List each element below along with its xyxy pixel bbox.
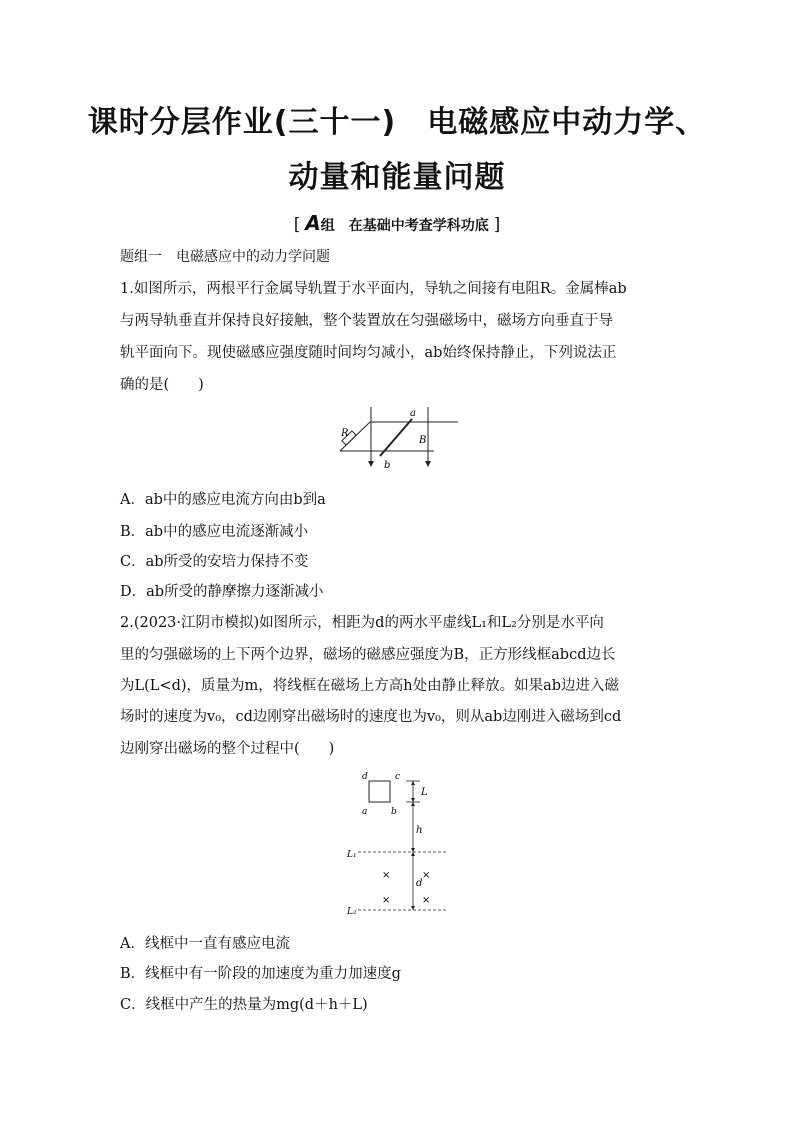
q2-label-h: h	[416, 825, 423, 836]
q2-stem-line-3: 为L(L<d)，质量为m，将线框在磁场上方高h处由静止释放。如果ab边进入磁	[120, 678, 620, 694]
q2-label-L: L	[421, 787, 428, 798]
bracket-close: ]	[493, 215, 501, 235]
q2-label-d-top: d	[362, 772, 368, 782]
q2-option-a: A．线框中一直有感应电流	[120, 936, 290, 952]
q2-loop-diagram	[340, 770, 460, 920]
q1-label-B: B	[419, 435, 427, 446]
q1-stem-line-2: 与两导轨垂直并保持良好接触，整个装置放在匀强磁场中，磁场方向垂直于导	[120, 313, 613, 329]
bracket-open: [	[293, 215, 301, 235]
group-label: 组 在基础中考查学科功底	[320, 218, 489, 234]
q2-stem-line-5: 边刚穿出磁场的整个过程中( )	[120, 741, 335, 757]
q1-stem-line-4: 确的是( )	[120, 377, 204, 393]
q1-option-b: B．ab中的感应电流逐渐减小	[120, 524, 309, 540]
q1-option-d: D．ab所受的静摩擦力逐渐减小	[120, 584, 324, 600]
q2-field-cross: ×	[422, 895, 431, 906]
q2-label-c: c	[395, 772, 401, 782]
group-banner	[0, 211, 794, 235]
q2-label-L2: L₂	[347, 907, 357, 917]
q1-label-R: R	[341, 428, 349, 439]
q1-label-a: a	[410, 408, 416, 419]
q1-label-b: b	[384, 460, 391, 471]
q1-stem-line-3: 轨平面向下。现使磁感应强度随时间均匀减小，ab始终保持静止，下列说法正	[120, 345, 617, 361]
q2-field-cross: ×	[382, 870, 391, 881]
q1-option-c: C．ab所受的安培力保持不变	[120, 554, 309, 570]
q2-label-a: a	[362, 807, 368, 817]
q2-field-cross: ×	[422, 870, 431, 881]
q1-rail-diagram	[334, 404, 464, 476]
q2-stem-line-1: 2.(2023·江阴市模拟)如图所示，相距为d的两水平虚线L₁和L₂分别是水平向	[120, 615, 604, 631]
page-title-line1: 课时分层作业(三十一) 电磁感应中动力学、	[87, 105, 707, 140]
q2-label-d-gap: d	[416, 878, 423, 889]
section-title: 题组一 电磁感应中的动力学问题	[120, 249, 330, 265]
group-letter: A	[305, 211, 321, 235]
q1-stem-line-1: 1.如图所示，两根平行金属导轨置于水平面内，导轨之间接有电阻R。金属棒ab	[120, 281, 627, 297]
q2-field-cross: ×	[382, 895, 391, 906]
q2-option-b: B．线框中有一阶段的加速度为重力加速度g	[120, 966, 401, 982]
q1-option-a: A．ab中的感应电流方向由b到a	[120, 492, 326, 508]
q2-label-L1: L₁	[347, 850, 357, 860]
q2-stem-line-2: 里的匀强磁场的上下两个边界，磁场的磁感应强度为B，正方形线框abcd边长	[120, 647, 616, 663]
q2-label-b: b	[391, 807, 397, 817]
page-title-line2: 动量和能量问题	[288, 160, 506, 195]
q2-option-c: C．线框中产生的热量为mg(d＋h＋L)	[120, 997, 368, 1013]
q2-stem-line-4: 场时的速度为v₀，cd边刚穿出磁场时的速度也为v₀，则从ab边刚进入磁场到cd	[120, 709, 622, 725]
